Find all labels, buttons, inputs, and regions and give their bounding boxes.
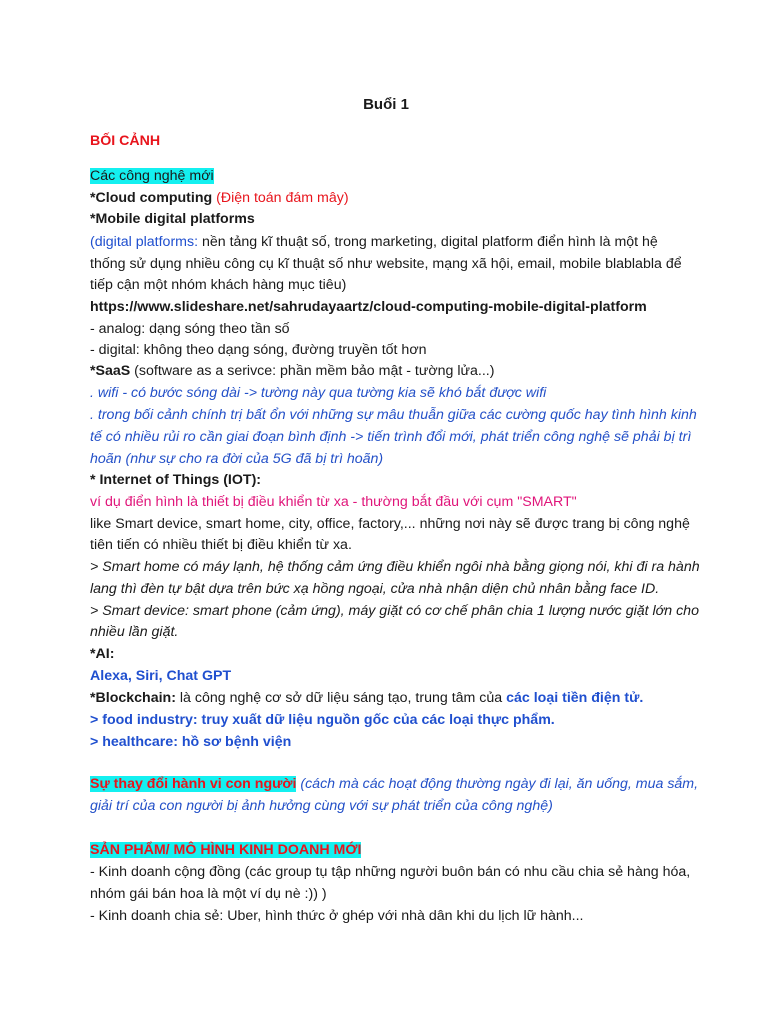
wifi-note: . wifi - có bước sóng dài -> tường này qua tường kia sẽ khó bắt được wifi xyxy=(90,385,547,401)
healthcare-line: > healthcare: hồ sơ bệnh viện xyxy=(90,734,292,750)
saas-line xyxy=(90,361,494,381)
smart-device-line-1: > Smart device: smart phone (cảm ứng), máy giặt có cơ chế phân chia 1 lượng nước giặt lớn cho xyxy=(90,603,699,619)
sharing-business-line: - Kinh doanh chia sẻ: Uber, hình thức ở ghép với nhà dân khi du lịch lữ hành... xyxy=(90,908,584,924)
smart-home-line-2: lang thì đèn tự bật dựa trên bức xạ hồng ngoại, cửa nhà nhận diện chủ nhân bằng face ID. xyxy=(90,581,660,597)
blockchain-desc: là công nghệ cơ sở dữ liệu sáng tạo, trung tâm của xyxy=(175,690,507,706)
smart-home-line-1: > Smart home có máy lạnh, hệ thống cảm ứng điều khiển ngôi nhà bằng giọng nói, khi đi ra hành xyxy=(90,559,700,575)
smart-device-line-2: nhiều lần giặt. xyxy=(90,624,179,640)
section-heading-context: BỐI CẢNH xyxy=(90,133,161,149)
community-business-line-1: - Kinh doanh cộng đồng (các group tụ tập những người buôn bán có nhu cầu chia sẻ hàng hóa, xyxy=(90,864,691,880)
food-industry-line: > food industry: truy xuất dữ liệu nguồn gốc của các loại thực phẩm. xyxy=(90,712,555,728)
ai-examples: Alexa, Siri, Chat GPT xyxy=(90,668,232,684)
cloud-computing-label: *Cloud computing xyxy=(90,190,213,206)
community-business-line-2: nhóm gái bán hoa là một ví dụ nè :)) ) xyxy=(90,886,327,902)
digital-platforms-line-1: (digital platforms: nền tảng kĩ thuật số, trong marketing, digital platform điển hình là một hệ xyxy=(90,234,658,250)
digital-line: - digital: không theo dạng sóng, đường truyền tốt hơn xyxy=(90,342,427,358)
analog-line: - analog: dạng sóng theo tần số xyxy=(90,321,290,337)
behavior-line-1 xyxy=(90,774,698,794)
behavior-label: Sự thay đổi hành vi con người xyxy=(90,776,297,792)
blockchain-line xyxy=(90,688,643,708)
iot-example: ví dụ điển hình là thiết bị điều khiển từ xa - thường bắt đầu với cụm "SMART" xyxy=(90,494,577,510)
products-label: SẢN PHẨM/ MÔ HÌNH KINH DOANH MỚI xyxy=(90,842,362,858)
new-tech-label xyxy=(90,166,214,186)
cloud-computing-line xyxy=(90,188,349,208)
digital-platforms-line-2: thống sử dụng nhiều công cụ kĩ thuật số như website, mạng xã hội, email, mobile blablabla để xyxy=(90,256,682,272)
ai-label: *AI: xyxy=(90,646,115,662)
iot-label: * Internet of Things (IOT): xyxy=(90,472,262,488)
iot-like-line-2: tiên tiến có nhiều thiết bị điều khiển từ xa. xyxy=(90,537,352,553)
document-title: Buổi 1 xyxy=(363,96,409,113)
saas-desc: (software as a serivce: phần mềm bảo mật - tường lửa...) xyxy=(130,363,495,379)
blockchain-highlight: các loại tiền điện tử. xyxy=(506,690,644,706)
politics-note-line-1: . trong bối cảnh chính trị bất ổn với những sự mâu thuẫn giữa các cường quốc hay tình hình kinh xyxy=(90,407,697,423)
blockchain-label: *Blockchain: xyxy=(90,690,176,706)
saas-label: *SaaS xyxy=(90,363,131,379)
slideshare-link[interactable]: https://www.slideshare.net/sahrudayaartz/cloud-computing-mobile-digital-platform xyxy=(90,299,647,315)
mobile-platforms-label: *Mobile digital platforms xyxy=(90,211,255,227)
behavior-desc: (cách mà các hoạt động thường ngày đi lại, ăn uống, mua sắm, xyxy=(296,776,699,792)
politics-note-line-3: hoãn (như sự cho ra đời của 5G đã bị trì hoãn) xyxy=(90,451,384,467)
new-tech-highlight: Các công nghệ mới xyxy=(90,168,214,184)
digital-platforms-line-3: tiếp cận một nhóm khách hàng mục tiêu) xyxy=(90,277,347,293)
products-heading xyxy=(90,840,361,860)
iot-like-line-1: like Smart device, smart home, city, office, factory,... những nơi này sẽ được trang bị công nghệ xyxy=(90,516,690,532)
behavior-line-2: giải trí của con người bị ảnh hưởng cùng với sự phát triển của công nghệ) xyxy=(90,798,553,814)
cloud-computing-note: (Điện toán đám mây) xyxy=(216,190,349,206)
politics-note-line-2: tế có nhiều rủi ro cần giai đoạn bình định -> tiến trình đổi mới, phát triển công nghệ sẽ phải bị trì xyxy=(90,429,692,445)
digital-platforms-term: digital platforms: xyxy=(94,234,199,250)
